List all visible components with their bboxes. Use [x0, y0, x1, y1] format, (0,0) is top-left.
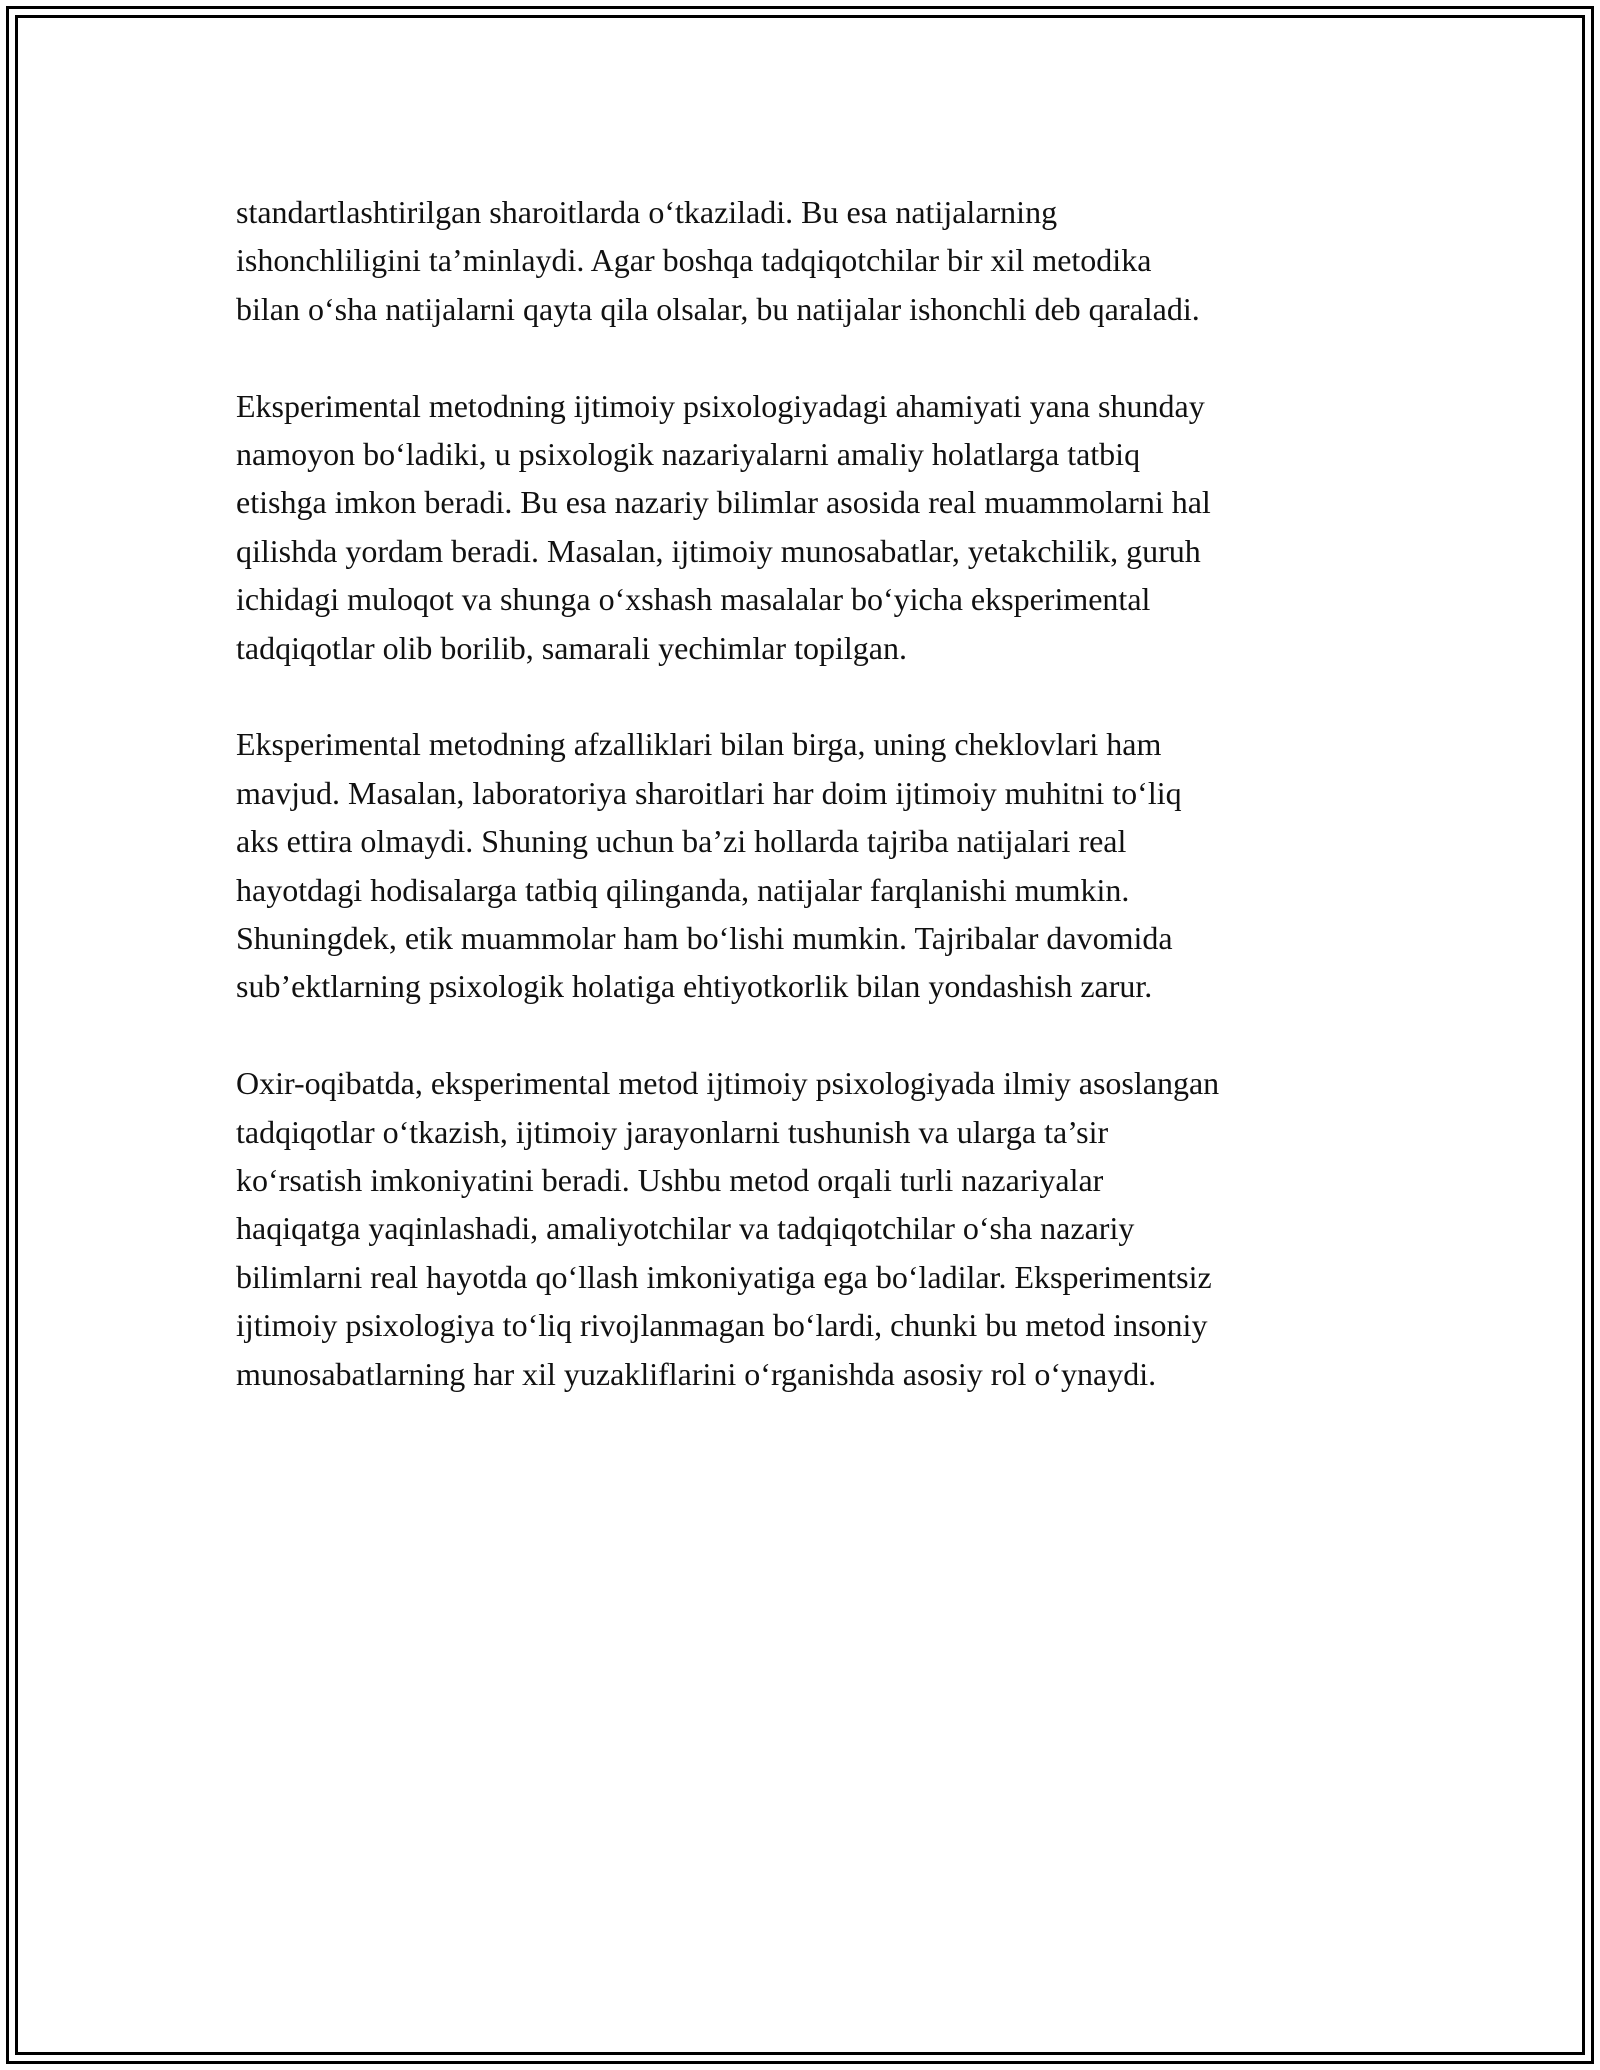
text-line: Eksperimental metodning afzalliklari bilan birga, uning cheklovlari ham	[236, 726, 1162, 763]
text-line: tadqiqotlar o‘tkazish, ijtimoiy jarayonlarni tushunish va ularga ta’sir	[236, 1113, 1109, 1150]
text-line: qilishda yordam beradi. Masalan, ijtimoiy munosabatlar, yetakchilik, guruh	[236, 532, 1201, 569]
text-line: Eksperimental metodning ijtimoiy psixologiyadagi ahamiyati yana shunday	[236, 387, 1205, 424]
paragraph-1	[236, 188, 1416, 333]
text-line: ichidagi muloqot va shunga o‘xshash masalalar bo‘yicha eksperimental	[236, 581, 1151, 618]
text-line: namoyon bo‘ladiki, u psixologik nazariyalarni amaliy holatlarga tatbiq	[236, 436, 1141, 473]
text-line: bilimlarni real hayotda qo‘llash imkoniyatiga ega bo‘ladilar. Eksperimentsiz	[236, 1258, 1212, 1295]
text-line: mavjud. Masalan, laboratoriya sharoitlari har doim ijtimoiy muhitni to‘liq	[236, 774, 1182, 811]
text-line: ko‘rsatish imkoniyatini beradi. Ushbu metod orqali turli nazariyalar	[236, 1162, 1104, 1199]
text-line: Shuningdek, etik muammolar ham bo‘lishi mumkin. Tajribalar davomida	[236, 920, 1173, 957]
text-line: ijtimoiy psixologiya to‘liq rivojlanmagan bo‘lardi, chunki bu metod insoniy	[236, 1307, 1208, 1344]
text-line: aks ettira olmaydi. Shuning uchun ba’zi hollarda tajriba natijalari real	[236, 823, 1127, 860]
text-line: etishga imkon beradi. Bu esa nazariy bilimlar asosida real muammolarni hal	[236, 484, 1211, 521]
text-line: tadqiqotlar olib borilib, samarali yechimlar topilgan.	[236, 629, 907, 666]
text-line: bilan o‘sha natijalarni qayta qila olsalar, bu natijalar ishonchli deb qaraladi.	[236, 290, 1200, 327]
text-line: munosabatlarning har xil yuzakliflarini o‘rganishda asosiy rol o‘ynaydi.	[236, 1355, 1157, 1392]
paragraph-2	[236, 382, 1416, 672]
text-line: haqiqatga yaqinlashadi, amaliyotchilar va tadqiqotchilar o‘sha nazariy	[236, 1210, 1135, 1247]
text-line: standartlashtirilgan sharoitlarda o‘tkaziladi. Bu esa natijalarning	[236, 194, 1058, 230]
document-body	[236, 188, 1416, 1447]
text-line: sub’ektlarning psixologik holatiga ehtiyotkorlik bilan yondashish zarur.	[236, 968, 1153, 1005]
text-line: hayotdagi hodisalarga tatbiq qilinganda, natijalar farqlanishi mumkin.	[236, 871, 1130, 908]
text-line: ishonchliligini ta’minlaydi. Agar boshqa tadqiqotchilar bir xil metodika	[236, 242, 1152, 279]
paragraph-3	[236, 720, 1416, 1010]
text-line: Oxir-oqibatda, eksperimental metod ijtimoiy psixologiyada ilmiy asoslangan	[236, 1065, 1220, 1102]
paragraph-4	[236, 1059, 1416, 1398]
